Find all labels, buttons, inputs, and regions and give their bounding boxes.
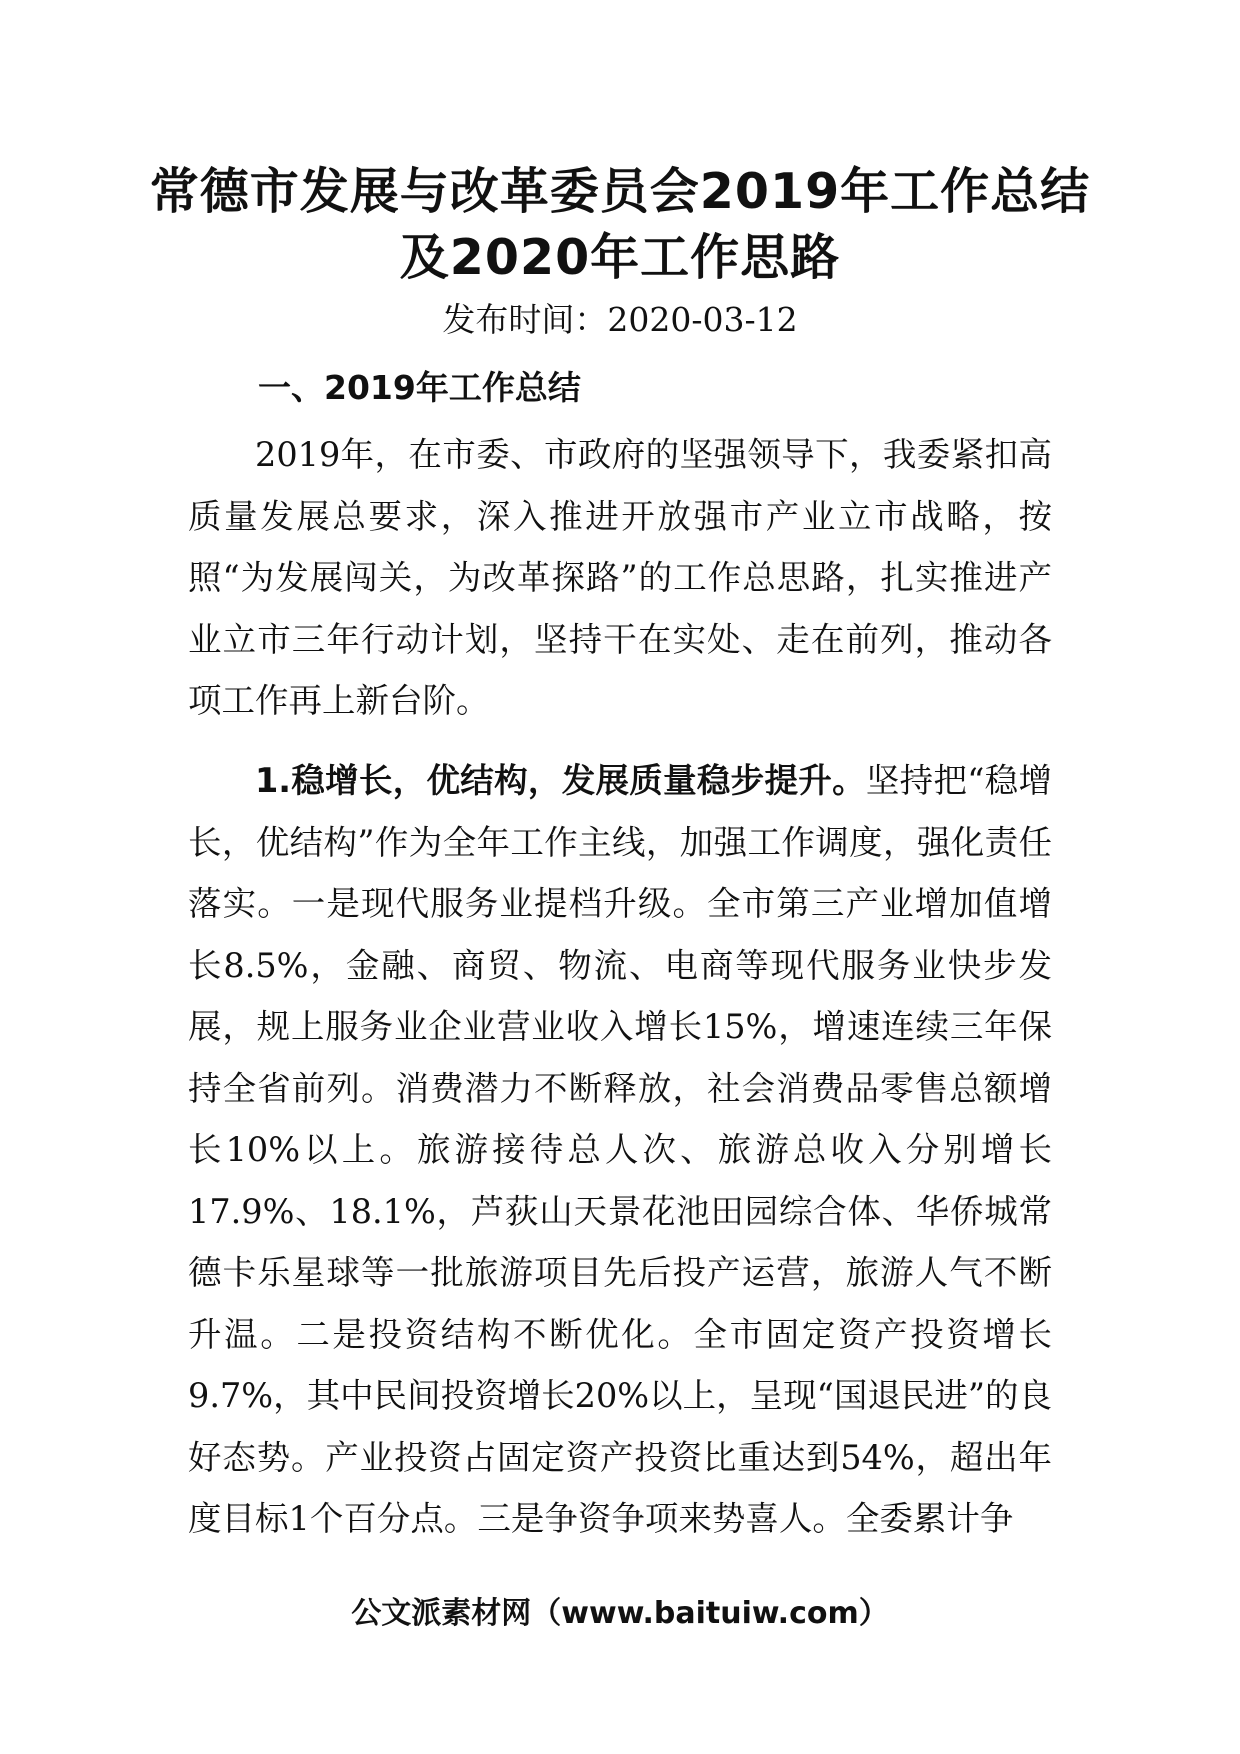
paragraph-summary: 2019年，在市委、市政府的坚强领导下，我委紧扣高质量发展总要求，深入推进开放强市产业立市战略，按照“为发展闯关，为改革探路”的工作总思路，扎实推进产业立市三年行动计划，坚持干在实处、走在前列，推动各项工作再上新台阶。 xyxy=(188,435,1052,720)
document-title-line1: 常德市发展与改革委员会2019年工作总结 xyxy=(149,163,1091,220)
paragraph-growth xyxy=(188,750,1052,1550)
footer-watermark: 公文派素材网（www.baituiw.com） xyxy=(351,1596,889,1631)
document-title-line2: 及2020年工作思路 xyxy=(399,229,841,286)
paragraph-body-text: 坚持把“稳增长，优结构”作为全年工作主线，加强工作调度，强化责任落实。一是现代服务业提档升级。全市第三产业增加值增长8.5%，金融、商贸、物流、电商等现代服务业快步发展，规上服务业企业营业收入增长15%，增速连续三年保持全省前列。消费潜力不断释放，社会消费品零售总额增长10%以上。旅游接待总人次、旅游总收入分别增长17.9%、18.1%，芦荻山天景花池田园综合体、华侨城常德卡乐星球等一批旅游项目先后投产运营，旅游人气不断升温。二是投资结构不断优化。全市固定资产投资增长9.7%，其中民间投资增长20%以上，呈现“国退民进”的良好态势。产业投资占固定资产投资比重达到54%，超出年度目标1个百分点。三是争资争项来势喜人。全委累计争 xyxy=(188,761,1052,1538)
publish-date: 发布时间：2020-03-12 xyxy=(442,300,798,339)
section-heading: 一、2019年工作总结 xyxy=(258,368,581,407)
paragraph-lead-heading: 1.稳增长，优结构，发展质量稳步提升。 xyxy=(255,761,866,800)
